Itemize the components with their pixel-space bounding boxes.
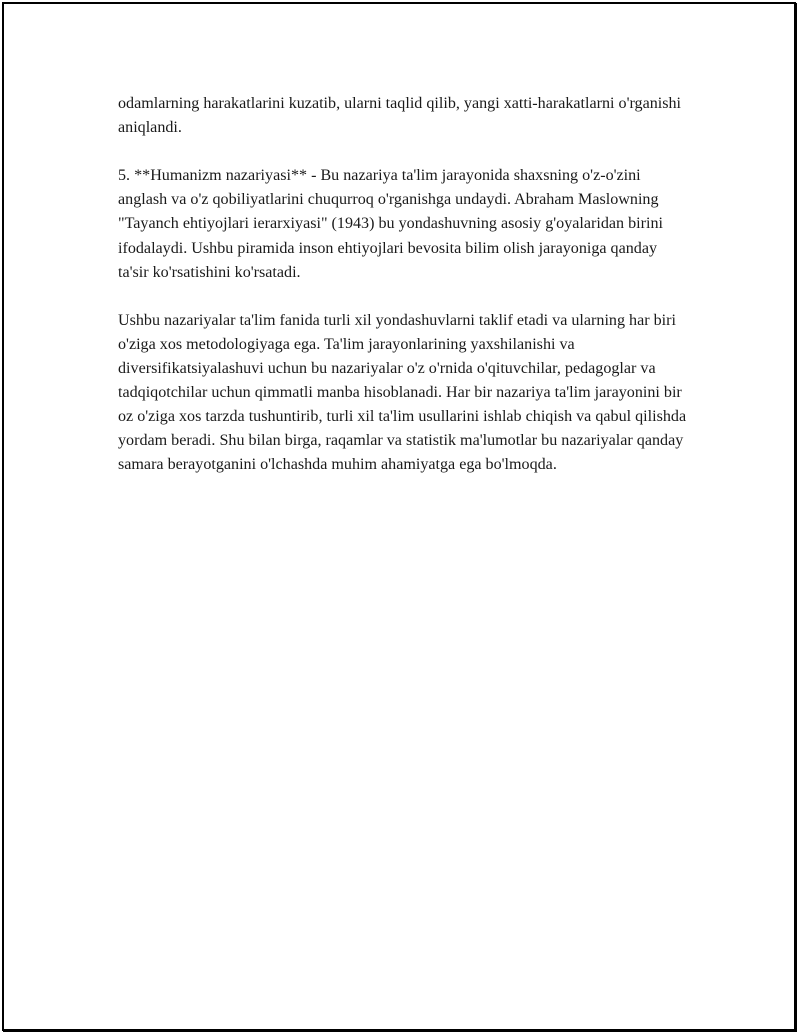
page-body (118, 92, 690, 478)
paragraph-continuation: odamlarning harakatlarini kuzatib, ularni taqlid qilib, yangi xatti-harakatlarni o'rganishi aniqlandi. (118, 95, 682, 137)
paragraph-humanism-theory: 5. **Humanizm nazariyasi** - Bu nazariya ta'lim jarayonida shaxsning o'z-o'zini anglash va o'z qobiliyatlarini chuqurroq o'rganishga undaydi. Abraham Maslowning "Tayanch ehtiyojlari ierarxiyasi" (1943) bu yondashuvning asosiy g'oyalaridan birini ifodalaydi. Ushbu piramida inson ehtiyojlari bevosita bilim olish jarayoniga qanday ta'sir ko'rsatishini ko'rsatadi. (118, 167, 663, 281)
paragraph-summary: Ushbu nazariyalar ta'lim fanida turli xil yondashuvlarni taklif etadi va ularning har biri o'ziga xos metodologiyaga ega. Ta'lim jarayonlarining yaxshilanishi va diversifikatsiyalashuvi uchun bu nazariyalar o'z o'rnida o'qituvchilar, pedagoglar va tadqiqotchilar uchun qimmatli manba hisoblanadi. Har bir nazariya ta'lim jarayonini bir oz o'ziga xos tarzda tushuntirib, turli xil ta'lim usullarini ishlab chiqish va qabul qilishda yordam beradi. Shu bilan birga, raqamlar va statistik ma'lumotlar bu nazariyalar qanday samara berayotganini o'lchashda muhim ahamiyatga ega bo'lmoqda. (118, 311, 687, 474)
